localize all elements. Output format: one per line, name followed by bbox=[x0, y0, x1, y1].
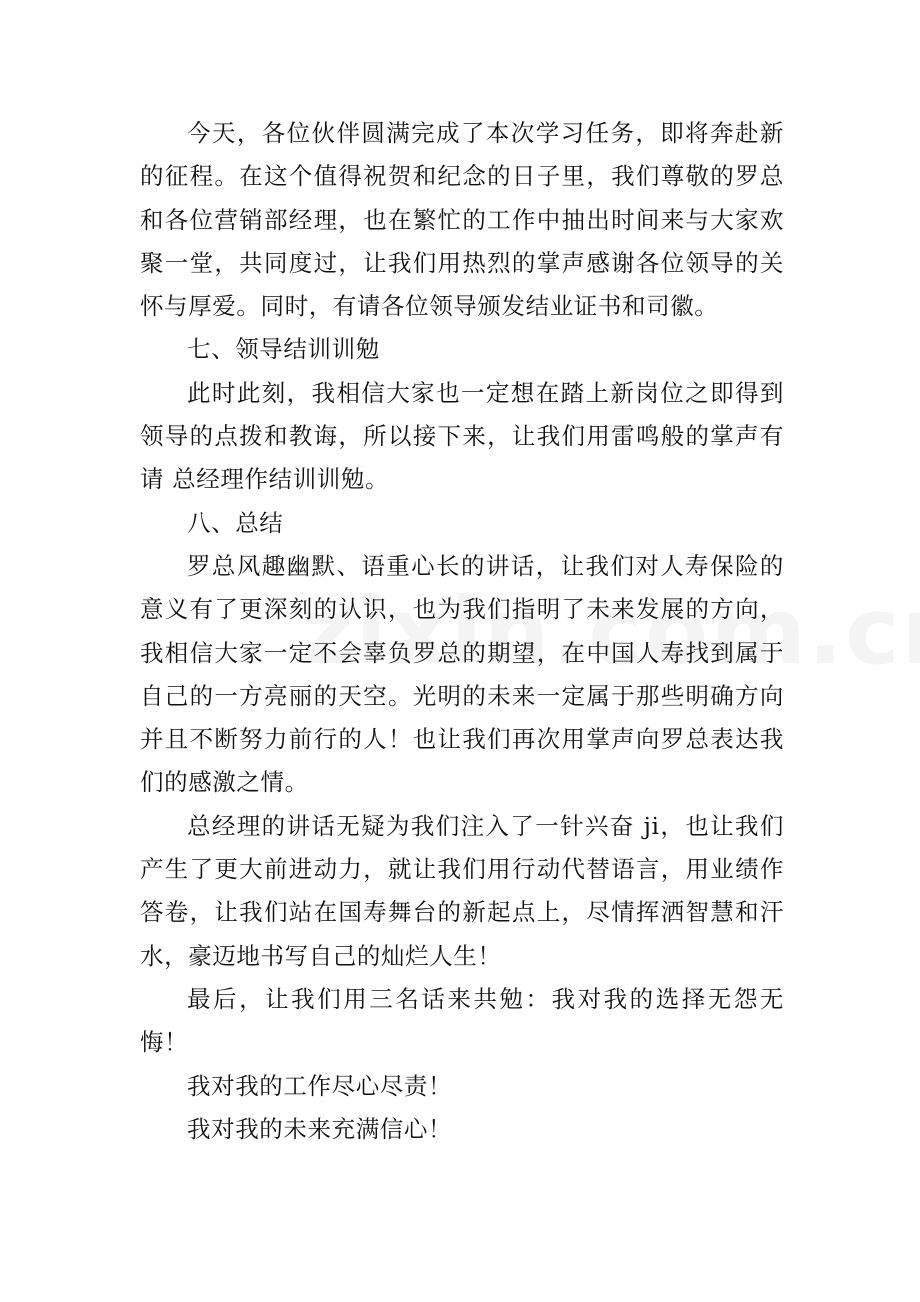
section-heading-summary: 八、总结 bbox=[187, 508, 284, 537]
paragraph-summary-gm: 总经理的讲话无疑为我们注入了一针兴奋 ji，也让我们产生了更大前进动力，就让我们用行动代替语言，用业绩作答卷，让我们站在国寿舞台的新起点上，尽情挥洒智慧和汗水，豪迈地书写自己的灿烂人生！ bbox=[140, 811, 784, 970]
paragraph-closing-intro: 最后，让我们用三名话来共勉：我对我的选择无怨无悔！ bbox=[140, 984, 784, 1057]
paragraph-motto-work: 我对我的工作尽心尽责！ bbox=[187, 1071, 453, 1100]
paragraph-summary-luo: 罗总风趣幽默、语重心长的讲话，让我们对人寿保险的意义有了更深刻的认识，也为我们指明了未来发展的方向，我相信大家一定不会辜负罗总的期望，在中国人寿找到属于自己的一方亮丽的天空。光明的未来一定属于那些明确方向并且不断努力前行的人！也让我们再次用掌声向罗总表达我们的感激之情。 bbox=[140, 551, 784, 797]
paragraph-ceremony: 今天，各位伙伴圆满完成了本次学习任务，即将奔赴新的征程。在这个值得祝贺和纪念的日子里，我们尊敬的罗总和各位营销部经理，也在繁忙的工作中抽出时间来与大家欢聚一堂，共同度过，让我们用热烈的掌声感谢各位领导的关怀与厚爱。同时，有请各位领导颁发结业证书和司徽。 bbox=[140, 119, 784, 321]
section-heading-leader-speech: 七、领导结训训勉 bbox=[187, 335, 380, 364]
paragraph-leader-invite: 此时此刻，我相信大家也一定想在踏上新岗位之即得到领导的点拨和教诲，所以接下来，让我们用雷鸣般的掌声有请 总经理作结训训勉。 bbox=[140, 378, 784, 494]
paragraph-motto-future: 我对我的未来充满信心！ bbox=[187, 1114, 453, 1143]
document-body bbox=[140, 112, 784, 1151]
